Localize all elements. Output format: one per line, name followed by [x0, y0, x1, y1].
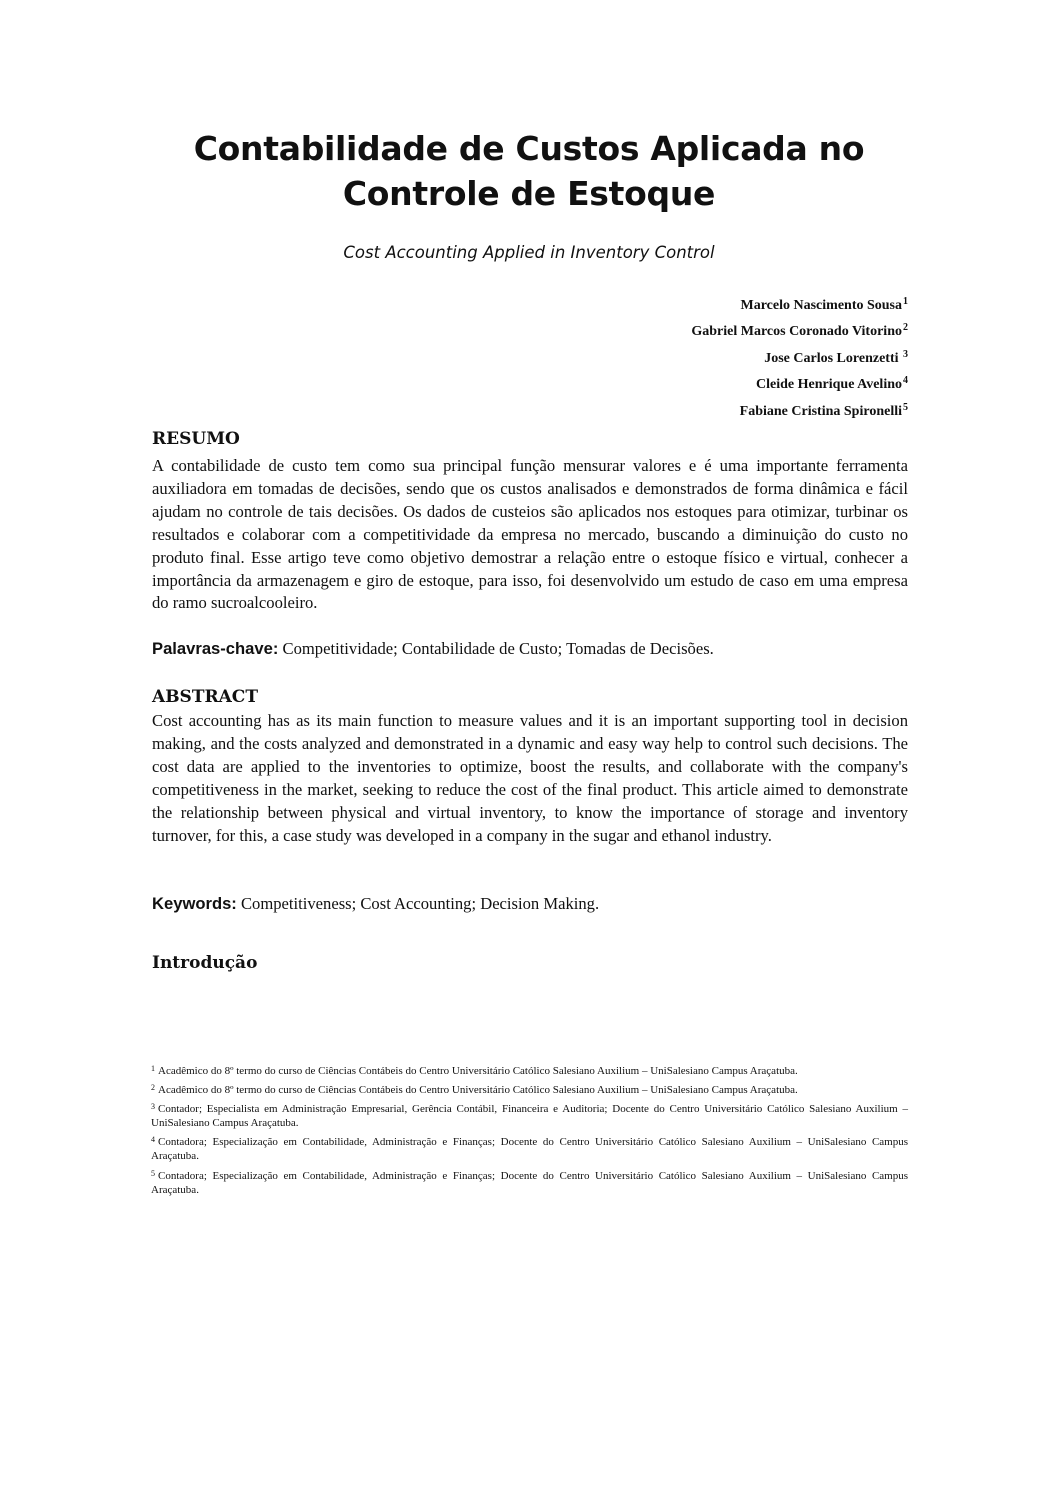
footnote	[151, 1133, 908, 1163]
abstract-heading: ABSTRACT	[152, 687, 258, 707]
author-name: Gabriel Marcos Coronado Vitorino	[691, 324, 902, 340]
footnote-mark: 4	[151, 1135, 155, 1145]
footnote	[151, 1081, 908, 1097]
abstract-text: Cost accounting has as its main function to measure values and it is an important supporting tool in decision making, and the costs analyzed and demonstrated in a dynamic and easy way help to control such decisions. The cost data are applied to the inventories to optimize, boost the results, and collaborate with the company's competitiveness in the market, seeking to reduce the cost of the final product. This article aimed to demonstrate the relationship between physical and virtual inventory, to know the importance of storage and inventory turnover, for this, a case study was developed in a company in the sugar and ethanol industry.	[152, 711, 908, 845]
footnote-text: Acadêmico do 8º termo do curso de Ciências Contábeis do Centro Universitário Católico Salesiano Auxilium – UniSalesiano Campus Araçatuba.	[158, 1065, 798, 1077]
footnote-mark: 3	[151, 1102, 155, 1112]
author-footnote-mark: 2	[903, 322, 908, 334]
resumo-heading: RESUMO	[152, 429, 240, 449]
footnote-text: Contadora; Especialização em Contabilidade, Administração e Finanças; Docente do Centro Universitário Católico Salesiano Auxilium – UniSalesiano Campus Araçatuba.	[151, 1169, 908, 1196]
paper-title: Contabilidade de Custos Aplicada no Controle de Estoque	[193, 129, 865, 213]
footnote-text: Contadora; Especialização em Contabilidade, Administração e Finanças; Docente do Centro Universitário Católico Salesiano Auxilium – UniSalesiano Campus Araçatuba.	[151, 1136, 908, 1163]
footnote	[151, 1100, 908, 1130]
author-footnote-mark: 5	[903, 401, 908, 413]
footnote	[151, 1062, 908, 1078]
introduction-heading: Introdução	[152, 953, 258, 973]
footnote-mark: 1	[151, 1064, 155, 1073]
author-footnote-mark: 4	[903, 375, 908, 387]
keywords-label: Keywords:	[152, 894, 237, 913]
author-name: Jose Carlos Lorenzetti	[764, 350, 902, 366]
footnote-mark: 5	[151, 1168, 155, 1178]
author	[691, 291, 908, 317]
author	[691, 370, 908, 396]
keywords-list: Competitiveness; Cost Accounting; Decision Making.	[236, 894, 600, 913]
author-name: Marcelo Nascimento Sousa	[740, 298, 902, 313]
author	[691, 397, 908, 423]
author-list	[691, 291, 908, 423]
author	[691, 317, 908, 343]
abstract-keywords	[152, 893, 908, 916]
author-name: Cleide Henrique Avelino	[756, 377, 902, 393]
footnote	[151, 1167, 908, 1197]
keywords-list: Competitividade; Contabilidade de Custo; Tomadas de Decisões.	[278, 639, 714, 658]
footnote-text: Acadêmico do 8º termo do curso de Ciências Contábeis do Centro Universitário Católico Salesiano Auxilium – UniSalesiano Campus Araçatuba.	[158, 1084, 798, 1097]
resumo-keywords	[152, 638, 908, 661]
keywords-label: Palavras-chave:	[152, 639, 279, 658]
paper-subtitle: Cost Accounting Applied in Inventory Control	[343, 243, 715, 262]
footnotes	[151, 1062, 908, 1200]
author-footnote-mark: 3	[903, 348, 908, 360]
footnote-text: Contador; Especialista em Administração Empresarial, Gerência Contábil, Financeira e Auditoria; Docente do Centro Universitário Católico Salesiano Auxilium – UniSalesiano Campus Araçatuba.	[151, 1103, 908, 1130]
footnote-mark: 2	[151, 1083, 155, 1093]
author	[691, 344, 908, 370]
resumo-text: A contabilidade de custo tem como sua principal função mensurar valores e é uma importante ferramenta auxiliadora em tomadas de decisões, sendo que os custos analisados e demonstrados de forma dinâmica e fácil ajudam no controle de tais decisões. Os dados de custeios são aplicados nos estoques para otimizar, turbinar os resultados e colaborar com a competitividade da empresa no mercado, buscando a diminuição do custo no produto final. Esse artigo teve como objetivo demostrar a relação entre o estoque físico e virtual, conhecer a importância da armazenagem e giro de estoque, para isso, foi desenvolvido um estudo de caso em uma empresa do ramo sucroalcooleiro.	[152, 456, 908, 613]
author-footnote-mark: 1	[903, 296, 908, 307]
author-name: Fabiane Cristina Spironelli	[739, 403, 902, 419]
